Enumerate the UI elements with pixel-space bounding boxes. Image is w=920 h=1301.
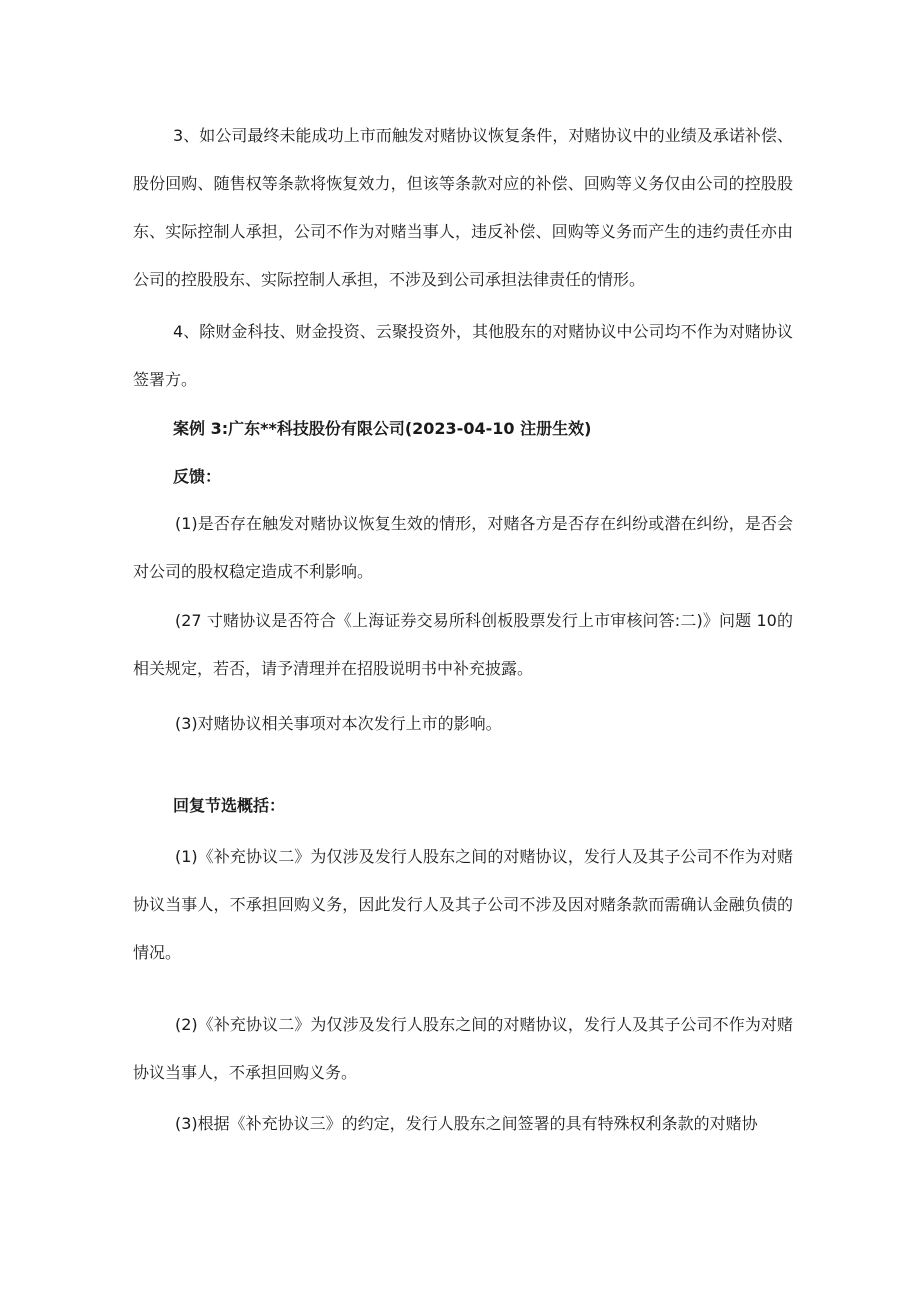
case-title: 案例 3:广东**科技股份有限公司(2023-04-10 注册生效)	[173, 419, 592, 438]
feedback-item-2: (27 寸赌协议是否符合《上海证券交易所科创板股票发行上市审核问答:二)》问题 10的相关规定，若否，请予清理并在招股说明书中补充披露。	[133, 611, 793, 678]
feedback-label: 反馈：	[173, 467, 222, 486]
reply-item-2: (2)《补充协议二》为仅涉及发行人股东之间的对赌协议，发行人及其子公司不作为对赌协议当事人，不承担回购义务。	[133, 1015, 793, 1082]
paragraph-clause-3: 3、如公司最终未能成功上市而触发对赌协议恢复条件，对赌协议中的业绩及承诺补偿、股份回购、随售权等条款将恢复效力，但该等条款对应的补偿、回购等义务仅由公司的控股股东、实际控制人承担，公司不作为对赌当事人，违反补偿、回购等义务而产生的违约责任亦由公司的控股股东、实际控制人承担，不涉及到公司承担法律责任的情形。	[133, 126, 793, 289]
paragraph-clause-4: 4、除财金科技、财金投资、云聚投资外，其他股东的对赌协议中公司均不作为对赌协议签署方。	[133, 322, 793, 389]
feedback-item-1: (1)是否存在触发对赌协议恢复生效的情形，对赌各方是否存在纠纷或潜在纠纷，是否会对公司的股权稳定造成不利影响。	[133, 514, 793, 581]
reply-item-3: (3)根据《补充协议三》的约定，发行人股东之间签署的具有特殊权利条款的对赌协	[175, 1114, 758, 1133]
feedback-item-3: (3)对赌协议相关事项对本次发行上市的影响。	[175, 714, 502, 733]
reply-item-1: (1)《补充协议二》为仅涉及发行人股东之间的对赌协议，发行人及其子公司不作为对赌协议当事人，不承担回购义务，因此发行人及其子公司不涉及因对赌条款而需确认金融负债的情况。	[133, 847, 793, 962]
reply-label: 回复节选概括：	[173, 796, 286, 815]
